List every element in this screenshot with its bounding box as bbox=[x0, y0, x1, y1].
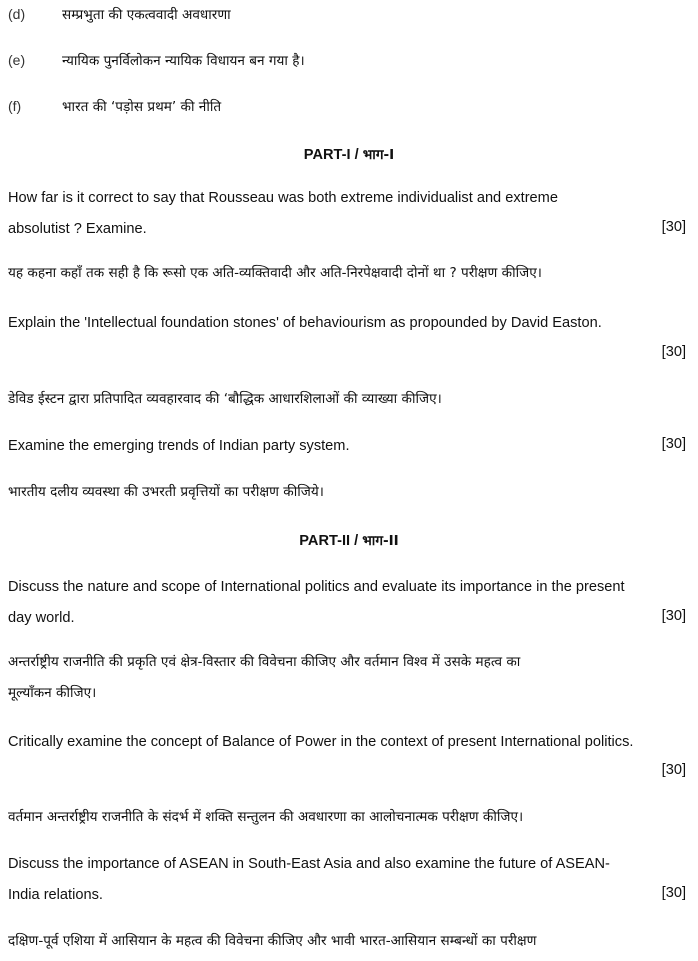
item-e-number: (e) bbox=[8, 52, 26, 68]
q6-en-line1: Discuss the importance of ASEAN in South-East Asia and also examine the future of ASEAN- bbox=[8, 856, 610, 872]
item-f-number: (f) bbox=[8, 98, 22, 114]
q5-hi: वर्तमान अन्तर्राष्ट्रीय राजनीति के संदर्भ में शक्ति सन्तुलन की अवधारणा का आलोचनात्मक परीक्षण कीजिए। bbox=[8, 809, 524, 825]
q2-marks: [30] bbox=[661, 344, 686, 360]
q4-en-line1: Discuss the nature and scope of International politics and evaluate its importance in the present bbox=[8, 579, 625, 595]
q6-marks: [30] bbox=[661, 885, 686, 901]
q5-marks: [30] bbox=[661, 762, 686, 778]
item-d-text: सम्प्रभुता की एकत्ववादी अवधारणा bbox=[62, 7, 231, 23]
part-1-hi: भाग-I bbox=[362, 147, 395, 163]
part-1-sep: / bbox=[354, 147, 359, 163]
q3-marks: [30] bbox=[661, 436, 686, 452]
q2-hi: डेविड ईस्टन द्वारा प्रतिपादित व्यवहारवाद की ‘बौद्धिक आधारशिलाओं की व्याख्या कीजिए। bbox=[8, 391, 442, 407]
q4-en-line2: day world. bbox=[8, 610, 75, 626]
q3-en-line1: Examine the emerging trends of Indian party system. bbox=[8, 438, 350, 454]
part-2-heading bbox=[0, 530, 698, 549]
part-2-sep: / bbox=[354, 533, 359, 549]
q1-en-text-2: absolutist ? Examine. bbox=[8, 221, 147, 237]
part-2-en: PART-II bbox=[299, 533, 351, 549]
part-1-heading bbox=[0, 144, 698, 163]
q4-hi-line1: अन्तर्राष्ट्रीय राजनीति की प्रकृति एवं क्षेत्र-विस्तार की विवेचना कीजिए और वर्तमान विश्व में उसके महत्व का bbox=[8, 654, 521, 670]
q1-hi: यह कहना कहाँ तक सही है कि रूसो एक अति-व्यक्तिवादी और अति-निरपेक्षवादी दोनों था ? परीक्षण कीजिए। bbox=[8, 265, 542, 281]
q3-hi: भारतीय दलीय व्यवस्था की उभरती प्रवृत्तियों का परीक्षण कीजिये। bbox=[8, 484, 324, 500]
q6-en-line2: India relations. bbox=[8, 887, 103, 903]
q5-en-line1: Critically examine the concept of Balance of Power in the context of present International politics. bbox=[8, 734, 634, 750]
part-2-hi: भाग-II bbox=[362, 533, 399, 549]
item-f-text: भारत की ‘पड़ोस प्रथम’ की नीति bbox=[62, 99, 222, 115]
part-1-en: PART-I bbox=[303, 147, 351, 163]
q6-hi-line1: दक्षिण-पूर्व एशिया में आसियान के महत्व की विवेचना कीजिए और भावी भारत-आसियान सम्बन्धों का परीक्षण bbox=[8, 933, 537, 949]
q1-en-line1 bbox=[8, 188, 690, 208]
q1-en-text-1: How far is it correct to say that Rousseau was both extreme individualist and extreme bbox=[8, 190, 558, 206]
q1-marks: [30] bbox=[661, 219, 686, 235]
q4-marks: [30] bbox=[661, 608, 686, 624]
q4-hi-line2: मूल्यॉंकन कीजिए। bbox=[8, 685, 97, 701]
item-d-number: (d) bbox=[8, 6, 26, 22]
item-e-text: न्यायिक पुनर्विलोकन न्यायिक विधायन बन गया है। bbox=[62, 53, 305, 69]
q1-en-line2 bbox=[8, 219, 690, 239]
q2-en-line1: Explain the 'Intellectual foundation stones' of behaviourism as propounded by David Easton. bbox=[8, 315, 602, 331]
